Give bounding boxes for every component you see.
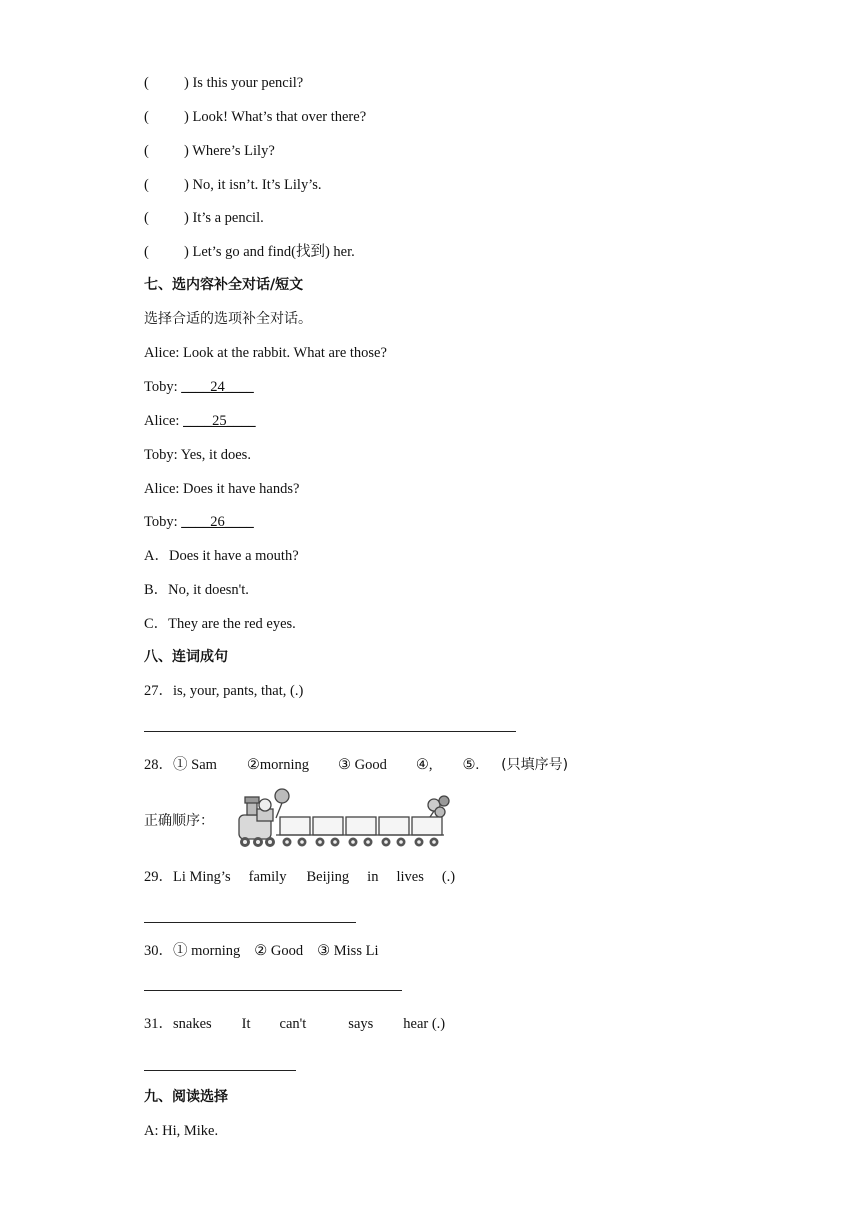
section-heading: 九、阅读选择 [144, 1089, 228, 1105]
reading-line: A: Hi, Mike. [144, 1123, 219, 1139]
dialogue-line: Toby: ____24____ [144, 379, 254, 395]
answer-blank[interactable]: ____25____ [183, 413, 256, 429]
answer-line[interactable] [144, 922, 356, 923]
order-label: 正确顺序： [144, 813, 214, 829]
dialogue-line: Toby: Yes, it does. [144, 447, 251, 463]
question-28: 28．① Sam ②morning ③ Good ④, ⑤. (只填序号) [144, 757, 569, 773]
dialogue-line: Alice: ____25____ [144, 413, 256, 429]
matching-item: ( ) Look! What’s that over there? [144, 109, 367, 125]
train-icon [232, 788, 458, 852]
question-31: 31．snakes It can't says hear (.) [144, 1016, 446, 1032]
matching-item: ( ) Let’s go and find(找到) her. [144, 244, 355, 260]
dialogue-line: Toby: ____26____ [144, 514, 254, 530]
matching-item: ( ) Where’s Lily? [144, 143, 275, 159]
option-b: B．No, it doesn't. [144, 582, 249, 598]
dialogue-line: Alice: Look at the rabbit. What are those? [144, 345, 387, 361]
question-27: 27．is, your, pants, that, (.) [144, 683, 304, 699]
answer-line[interactable] [144, 731, 516, 732]
train-illustration [232, 788, 458, 857]
answer-blank[interactable]: ____26____ [181, 514, 254, 530]
section-heading: 八、连词成句 [144, 649, 228, 665]
answer-line[interactable] [144, 1070, 296, 1071]
section-heading: 七、选内容补全对话/短文 [144, 277, 304, 293]
matching-item: ( ) Is this your pencil? [144, 75, 304, 91]
answer-blank[interactable]: ____24____ [181, 379, 254, 395]
question-29: 29．Li Ming’s family Beijing in lives (.) [144, 869, 456, 885]
instruction-text: 选择合适的选项补全对话。 [144, 311, 312, 327]
matching-item: ( ) It’s a pencil. [144, 210, 264, 226]
dialogue-line: Alice: Does it have hands? [144, 481, 300, 497]
answer-line[interactable] [144, 990, 402, 991]
matching-item: ( ) No, it isn’t. It’s Lily’s. [144, 177, 322, 193]
option-a: A．Does it have a mouth? [144, 548, 299, 564]
option-c: C．They are the red eyes. [144, 616, 296, 632]
question-30: 30．① morning ② Good ③ Miss Li [144, 943, 379, 959]
